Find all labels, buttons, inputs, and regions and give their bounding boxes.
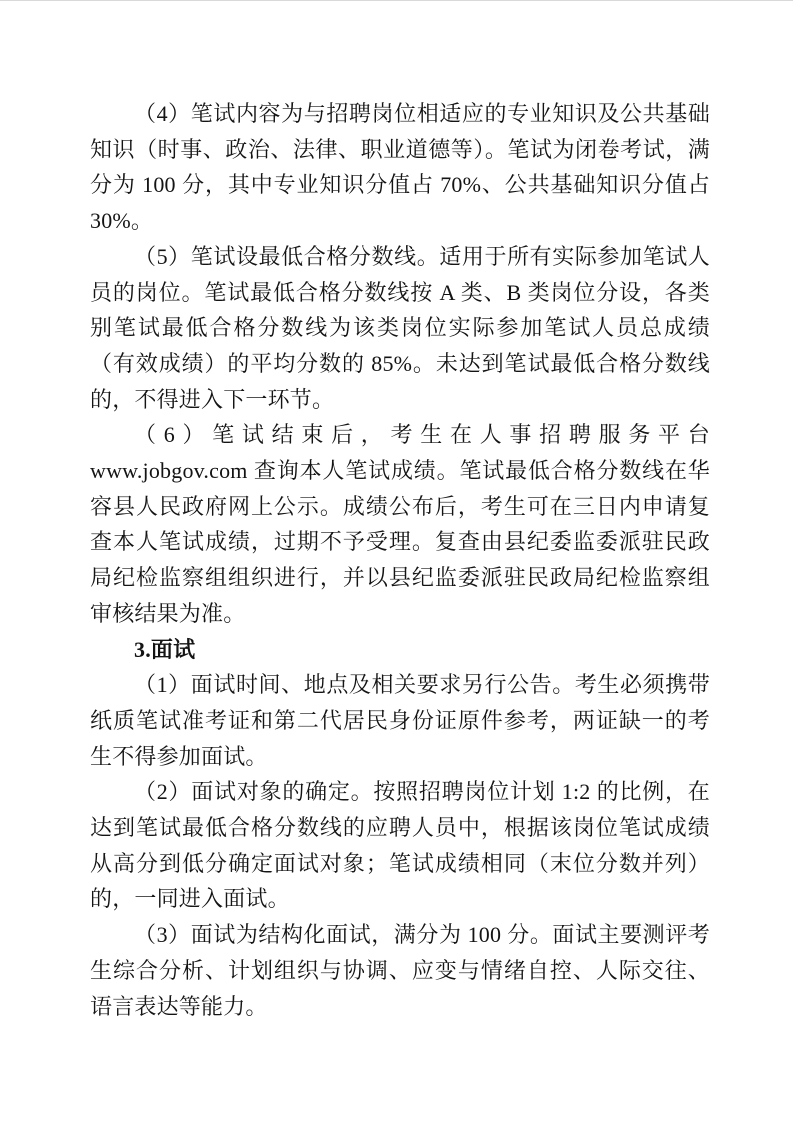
paragraph-interview-candidate-determination: （2）面试对象的确定。按照招聘岗位计划 1:2 的比例，在达到笔试最低合格分数线的应聘人员中，根据该岗位笔试成绩从高分到低分确定面试对象；笔试成绩相同（末位分数并列）的，一同进入面试。 — [90, 779, 710, 912]
heading-interview-section: 3.面试 — [134, 636, 196, 662]
paragraph-interview-format-and-evaluation: （3）面试为结构化面试，满分为 100 分。面试主要测评考生综合分析、计划组织与协调、应变与情绪自控、人际交往、语言表达等能力。 — [90, 922, 710, 1019]
paragraph-score-inquiry-and-review: （6）笔试结束后，考生在人事招聘服务平台 www.jobgov.com 查询本人笔试成绩。笔试最低合格分数线在华容县人民政府网上公示。成绩公布后，考生可在三日内申请复查本人笔试成绩，过期不予受理。复查由县纪委监委派驻民政局纪检监察组组织进行，并以县纪监委派驻民政局纪检监察组审核结果为准。 — [90, 422, 710, 626]
paragraph-minimum-passing-score-line: （5）笔试设最低合格分数线。适用于所有实际参加笔试人员的岗位。笔试最低合格分数线按 A 类、B 类岗位分设，各类别笔试最低合格分数线为该类岗位实际参加笔试人员总成绩（有效成绩）的平均分数的 85%。未达到笔试最低合格分数线的，不得进入下一环节。 — [90, 243, 710, 412]
paragraph-interview-notice-and-documents: （1）面试时间、地点及相关要求另行公告。考生必须携带纸质笔试准考证和第二代居民身份证原件参考，两证缺一的考生不得参加面试。 — [90, 672, 710, 769]
paragraph-written-test-content: （4）笔试内容为与招聘岗位相适应的专业知识及公共基础知识（时事、政治、法律、职业道德等）。笔试为闭卷考试，满分为 100 分，其中专业知识分值占 70%、公共基础知识分值占 30%。 — [90, 101, 710, 234]
